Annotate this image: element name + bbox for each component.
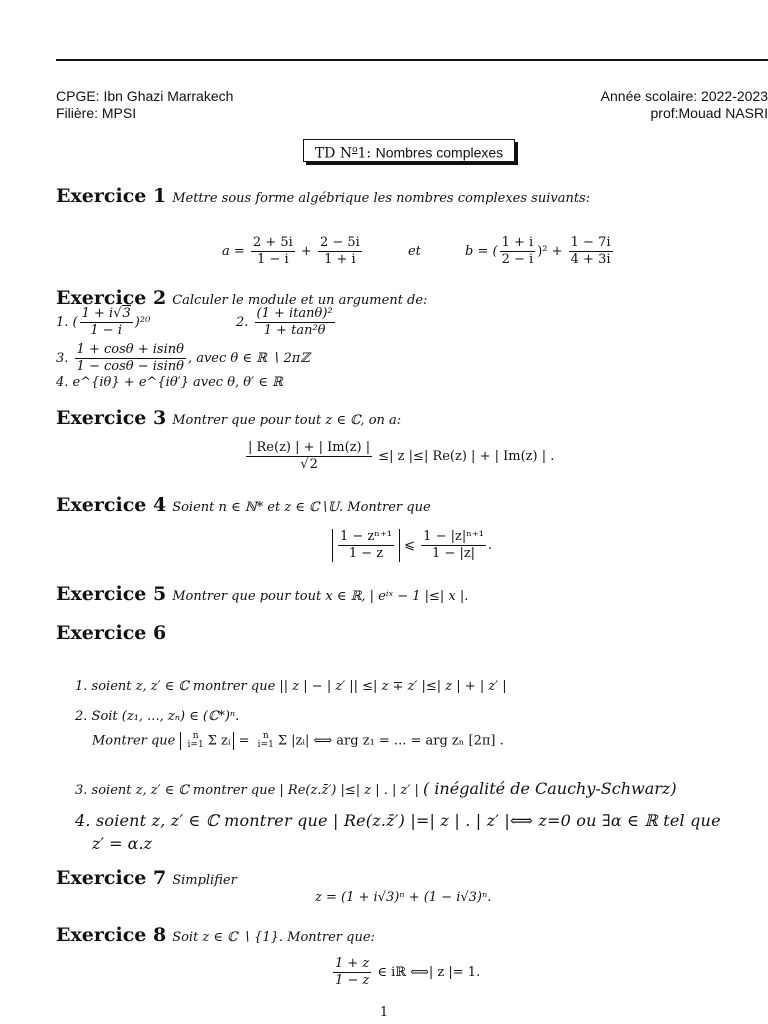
exercise-7-title: Exercice 7 — [56, 867, 167, 889]
ex3-num: | Re(z) | + | Im(z) | — [248, 440, 371, 455]
ex6-2b-pre: Montrer que — [92, 733, 176, 749]
ex6-2b-post: ⟺ arg z₁ = ... = arg zₙ [2π] . — [313, 733, 504, 749]
ex4-r-num: 1 − |z|ⁿ⁺¹ — [423, 529, 484, 544]
ex6-sum2-top: n — [262, 731, 269, 741]
td-number: 1: — [357, 145, 372, 162]
item-1-num-a: 1 + i — [81, 306, 114, 321]
b-fraction-2 — [569, 235, 613, 268]
b-fraction-1 — [500, 235, 536, 268]
exercise-6-item-1: 1. soient z, z′ ∈ ℂ montrer que || z | − | z′ || ≤| z ∓ z′ |≤| z | + | z′ | — [75, 679, 507, 694]
exercise-8-title: Exercice 8 — [56, 924, 167, 946]
exercise-6-title: Exercice 6 — [56, 622, 167, 644]
td-number-sup: o — [352, 145, 358, 155]
exercise-8-heading — [56, 924, 375, 946]
ex3-fraction — [246, 440, 372, 473]
exercise-7-statement: Simplifier — [172, 873, 237, 888]
exercise-5-title: Exercice 5 — [56, 583, 167, 605]
exercise-5-statement: Montrer que pour tout x ∈ ℝ, | eⁱˣ − 1 |≤| x |. — [172, 589, 469, 604]
item-2-den: 1 + tan²θ — [263, 323, 326, 338]
exercise-7-heading — [56, 867, 237, 889]
ex8-fraction — [333, 956, 371, 989]
b-lhs: b = ( — [465, 244, 498, 259]
exercise-6-heading — [56, 622, 166, 644]
ex6-sum1-top: n — [192, 731, 199, 741]
plus-sign: + — [300, 244, 312, 259]
exercise-3-statement: Montrer que pour tout z ∈ ℂ, on a: — [172, 413, 402, 428]
a-f1-den: 1 − i — [257, 252, 289, 267]
ex8-rhs: ∈ iℝ ⟺| z |= 1. — [377, 965, 481, 980]
ex6-2b-mid: = — [238, 733, 250, 749]
item-2-num: (1 + itanθ)² — [256, 306, 333, 321]
item-1-root: 3 — [122, 306, 131, 321]
school-year: Année scolaire: 2022-2023 — [600, 88, 768, 104]
ex3-root: 2 — [309, 457, 318, 472]
exercise-2-item-2 — [236, 306, 337, 339]
ex6-sum2-limits — [256, 732, 276, 750]
item-3-den: 1 − cosθ − isinθ — [76, 359, 184, 374]
ex8-den: 1 − z — [335, 973, 370, 988]
ex4-l-num: 1 − zⁿ⁺¹ — [340, 529, 392, 544]
item-2-label: 2. — [236, 315, 249, 330]
b-f1-den: 2 − i — [501, 252, 534, 267]
et-word: et — [407, 244, 421, 259]
exercise-4-statement: Soient n ∈ ℕ* et z ∈ ℂ∖𝕌. Montrer que — [172, 500, 431, 515]
ex6-sum-modulus — [180, 732, 235, 750]
ex6-sum2: Σ |zᵢ| — [277, 733, 310, 749]
exercise-3-heading — [56, 407, 401, 429]
ex4-l-den: 1 − z — [348, 546, 384, 561]
exercise-2-item-3 — [56, 342, 310, 375]
item-3-num: 1 + cosθ + isinθ — [76, 342, 184, 357]
exercise-4-heading — [56, 494, 431, 516]
item-3-label: 3. — [56, 351, 69, 366]
filiere: Filière: MPSI — [56, 105, 137, 121]
item-1-den: 1 − i — [90, 323, 122, 338]
item-3-fraction — [75, 342, 186, 375]
td-number-prefix: TD N — [314, 145, 353, 162]
exercise-6-item-2b — [92, 732, 504, 750]
ex4-right-fraction — [421, 529, 486, 562]
exercise-5-heading — [56, 583, 468, 605]
ex4-r-den: 1 − |z| — [432, 546, 476, 561]
item-1-close: )²⁰ — [134, 315, 151, 330]
b-f2-den: 4 + 3i — [570, 252, 611, 267]
td-subject: Nombres complexes — [375, 144, 504, 161]
item-4-text: e^{iθ} + e^{iθ′} avec θ, θ′ ∈ ℝ — [72, 375, 283, 390]
a-fraction-2 — [318, 235, 362, 268]
a-fraction-1 — [251, 235, 295, 268]
ex4-dot: . — [487, 538, 493, 553]
exercise-2-item-1 — [56, 306, 150, 339]
ex6-3-post: ( inégalité de Cauchy-Schwarz) — [422, 779, 677, 798]
header-left — [56, 88, 233, 122]
exercise-1-heading — [56, 185, 590, 207]
b-f2-num: 1 − 7i — [570, 235, 611, 250]
a-f2-den: 1 + i — [324, 252, 356, 267]
ex6-3-pre: 3. soient z, z′ ∈ ℂ montrer que | Re(z.z̄′) |≤| z | . | z′ | — [75, 783, 419, 798]
item-1-label: 1. — [56, 315, 69, 330]
ex6-sum1-bot: i=1 — [187, 740, 204, 750]
exercise-4-formula — [332, 529, 492, 562]
a-f2-num: 2 − 5i — [319, 235, 360, 250]
professor: prof:Mouad NASRI — [650, 105, 768, 121]
ex8-num: 1 + z — [335, 956, 370, 971]
exercise-2-title: Exercice 2 — [56, 287, 167, 309]
ex4-modulus — [332, 529, 400, 562]
item-2-fraction — [255, 306, 335, 339]
ex3-den: √2 — [300, 457, 318, 472]
exercise-8-statement: Soit z ∈ ℂ ∖ {1}. Montrer que: — [172, 930, 375, 945]
ex3-rhs: ≤| z |≤| Re(z) | + | Im(z) | . — [378, 449, 555, 464]
exercise-6-item-4-line-2: z′ = α.z — [92, 834, 152, 853]
a-lhs: a = — [222, 244, 245, 259]
exercise-2-statement: Calculer le module et un argument de: — [172, 293, 428, 308]
b-f1-num: 1 + i — [501, 235, 534, 250]
exercise-8-formula — [331, 956, 480, 989]
a-f1-num: 2 + 5i — [252, 235, 293, 250]
exercise-2-item-4 — [56, 375, 283, 390]
exercise-1-statement: Mettre sous forme algébrique les nombres complexes suivants: — [172, 191, 591, 206]
exercise-3-title: Exercice 3 — [56, 407, 167, 429]
b-exponent: )² + — [537, 244, 563, 259]
exercise-7-formula: z = (1 + i√3)ⁿ + (1 − i√3)ⁿ. — [315, 890, 492, 905]
exercise-3-formula — [244, 440, 554, 473]
item-1-num: 1 + i√3 — [81, 306, 131, 321]
exercise-6-item-4-line-1: 4. soient z, z′ ∈ ℂ montrer que | Re(z.z̄′) |=| z | . | z′ |⟺ z=0 ou ∃α ∈ ℝ tel que — [75, 811, 721, 830]
school-name: CPGE: Ibn Ghazi Marrakech — [56, 88, 234, 104]
exercise-1-formula — [222, 235, 615, 268]
exercise-4-title: Exercice 4 — [56, 494, 167, 516]
item-1-fraction — [80, 306, 133, 339]
exercise-1-title: Exercice 1 — [56, 185, 167, 207]
exercise-6-item-3 — [75, 779, 677, 798]
top-rule — [56, 59, 768, 61]
ex4-leq: ⩽ — [404, 538, 416, 553]
td-title-box — [303, 139, 515, 162]
ex6-sum1: Σ zᵢ — [207, 733, 231, 749]
page-number: 1 — [379, 1005, 389, 1020]
ex6-sum1-limits — [186, 732, 206, 750]
item-3-tail: , avec θ ∈ ℝ ∖ 2πℤ — [187, 351, 310, 366]
item-1-open: ( — [72, 315, 78, 330]
item-4-label: 4. — [56, 375, 69, 390]
exercise-6-item-2a: 2. Soit (z₁, ..., zₙ) ∈ (ℂ*)ⁿ. — [75, 709, 240, 724]
header-right — [468, 88, 768, 122]
ex6-sum2-bot: i=1 — [257, 740, 274, 750]
ex4-left-fraction — [338, 529, 394, 562]
